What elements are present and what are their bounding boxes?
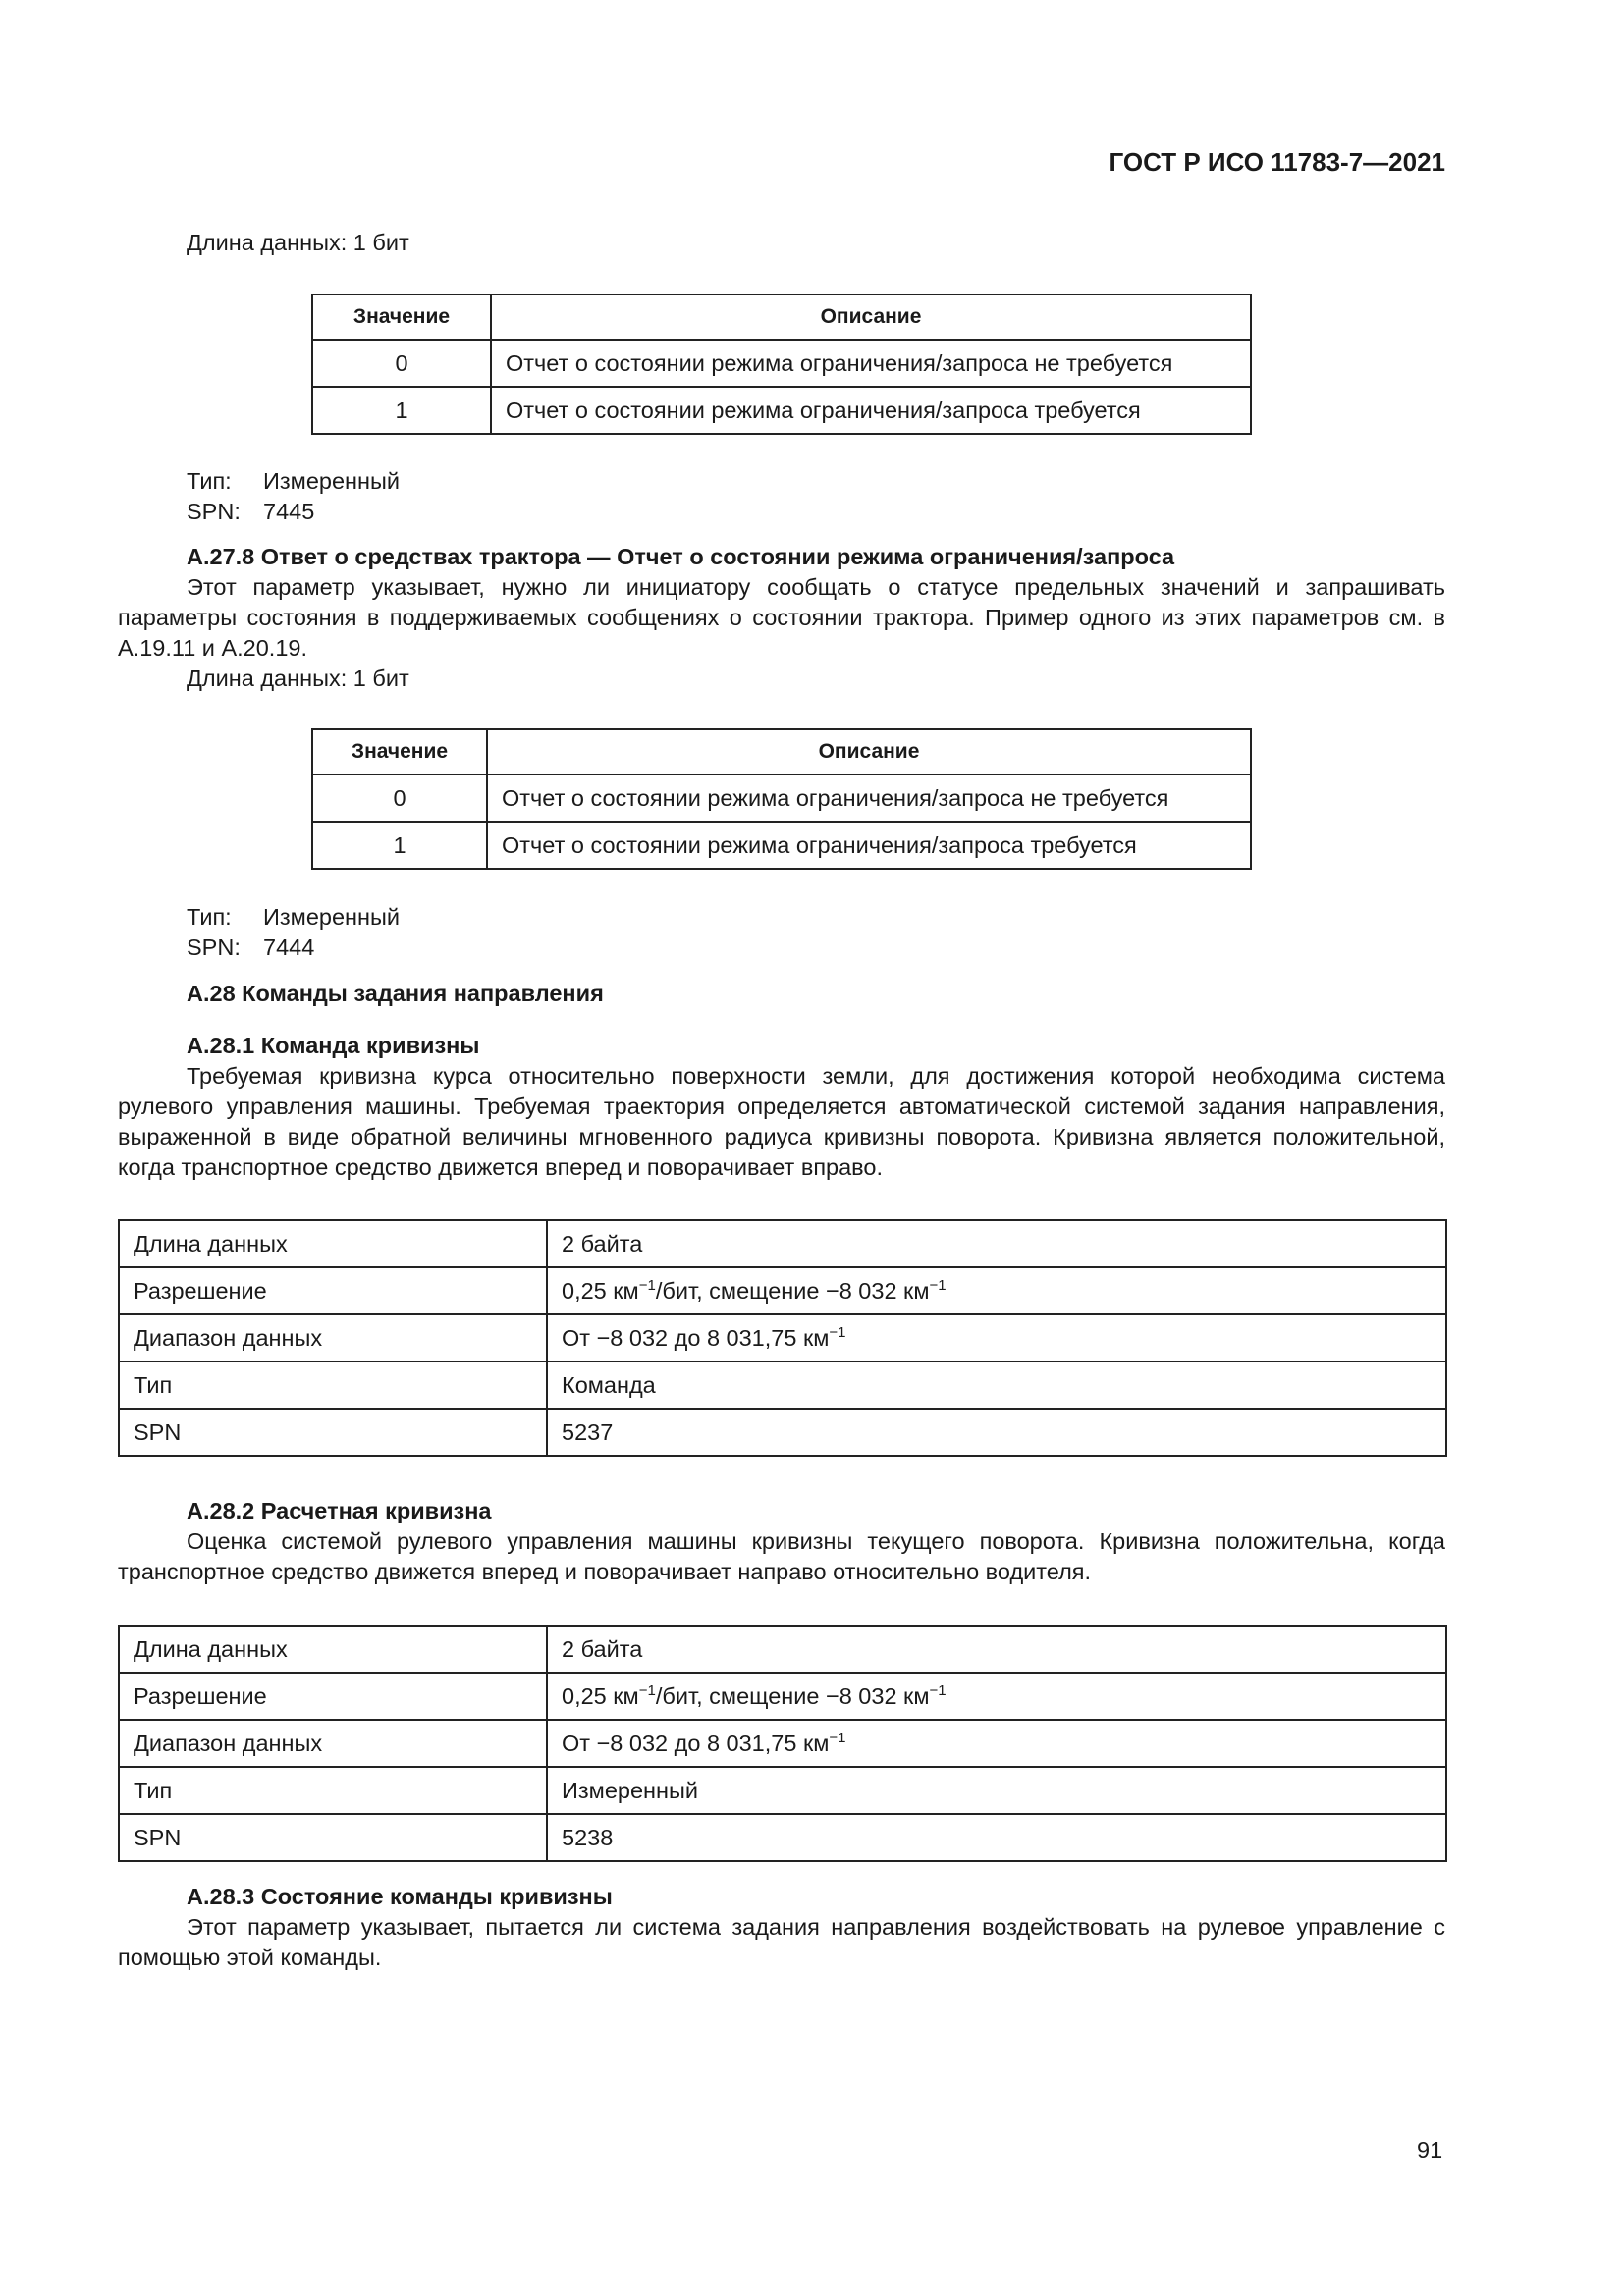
type-label: Тип: <box>187 468 232 494</box>
param-value: 0,25 $км^{-1}$/бит, смещение −8 032 $км^{-1}$ <box>547 1267 1446 1314</box>
param-label: Тип <box>119 1767 547 1814</box>
spn-value: 7444 <box>263 934 315 960</box>
param-label: SPN <box>119 1814 547 1861</box>
param-value: 5238 <box>547 1814 1446 1861</box>
meta-block-2 <box>118 902 1445 963</box>
table-row <box>119 1362 1446 1409</box>
col-header-description: Описание <box>487 729 1251 774</box>
value-table-1 <box>311 294 1252 435</box>
table-row <box>119 1267 1446 1314</box>
table-row <box>312 340 1251 387</box>
param-label: Длина данных <box>119 1220 547 1267</box>
param-value: 0,25 $км^{-1}$/бит, смещение −8 032 $км^{-1}$ <box>547 1673 1446 1720</box>
cell-value: 0 <box>312 774 487 822</box>
type-value: Измеренный <box>263 904 401 930</box>
page-number: 91 <box>1417 2137 1443 2163</box>
param-label: Диапазон данных <box>119 1314 547 1362</box>
param-label: Длина данных <box>119 1626 547 1673</box>
param-value: От −8 032 до 8 031,75 $км^{-1}$ <box>547 1314 1446 1362</box>
param-table-2 <box>118 1625 1447 1862</box>
param-value: От −8 032 до 8 031,75 $км^{-1}$ <box>547 1720 1446 1767</box>
spn-label: SPN: <box>187 499 241 524</box>
col-header-value: Значение <box>312 729 487 774</box>
param-label: Диапазон данных <box>119 1720 547 1767</box>
table-row <box>312 774 1251 822</box>
section-paragraph: Этот параметр указывает, пытается ли система задания направления воздействовать на рулевое управление с помощью этой команды. <box>118 1914 1445 1970</box>
section-paragraph: Требуемая кривизна курса относительно поверхности земли, для достижения которой необходима система рулевого управления машины. Требуемая траектория определяется автоматической системой задания направления, выраженной в виде обратной величины мгновенного радиуса кривизны поворота. Кривизна является положительной, когда транспортное средство движется вперед и поворачивает вправо. <box>118 1063 1445 1180</box>
param-label: Разрешение <box>119 1673 547 1720</box>
section-paragraph: Этот параметр указывает, нужно ли инициатору сообщать о статусе предельных значений и запрашивать параметры состояния в поддерживаемых сообщениях о состоянии трактора. Пример одного из этих параметров см. в А.19.11 и А.20.19. <box>118 574 1445 661</box>
table-row <box>119 1220 1446 1267</box>
cell-description: Отчет о состоянии режима ограничения/запроса не требуется <box>491 340 1251 387</box>
cell-value: 1 <box>312 822 487 869</box>
param-label: SPN <box>119 1409 547 1456</box>
table-header-row <box>312 294 1251 340</box>
document-number: ГОСТ Р ИСО 11783-7—2021 <box>1109 147 1445 177</box>
section-paragraph: Оценка системой рулевого управления машины кривизны текущего поворота. Кривизна положительна, когда транспортное средство движется вперед и поворачивает направо относительно водителя. <box>118 1528 1445 1584</box>
data-length-1: Длина данных: 1 бит <box>187 230 409 255</box>
value-table-2 <box>311 728 1252 870</box>
data-length-2: Длина данных: 1 бит <box>187 666 409 691</box>
table-row <box>312 822 1251 869</box>
cell-description: Отчет о состоянии режима ограничения/запроса требуется <box>487 822 1251 869</box>
table-row <box>119 1720 1446 1767</box>
param-label: Разрешение <box>119 1267 547 1314</box>
section-heading: А.28.3 Состояние команды кривизны <box>187 1884 613 1909</box>
param-value: 2 байта <box>547 1220 1446 1267</box>
table-row <box>119 1673 1446 1720</box>
col-header-description: Описание <box>491 294 1251 340</box>
table-row <box>119 1767 1446 1814</box>
section-heading: А.28.1 Команда кривизны <box>187 1033 480 1058</box>
meta-block-1 <box>118 466 1445 527</box>
param-table-1 <box>118 1219 1447 1457</box>
spn-value: 7445 <box>263 499 315 524</box>
type-value: Измеренный <box>263 468 401 494</box>
cell-value: 1 <box>312 387 491 434</box>
section-heading: А.27.8 Ответ о средствах трактора — Отчет о состоянии режима ограничения/запроса <box>187 544 1175 569</box>
section-heading: А.28.2 Расчетная кривизна <box>187 1498 492 1523</box>
cell-value: 0 <box>312 340 491 387</box>
param-value: Измеренный <box>547 1767 1446 1814</box>
section-a27-8 <box>118 542 1445 694</box>
param-label: Тип <box>119 1362 547 1409</box>
param-value: Команда <box>547 1362 1446 1409</box>
section-a28-2 <box>118 1496 1445 1587</box>
section-a28-1 <box>118 1031 1445 1183</box>
type-label: Тип: <box>187 904 232 930</box>
col-header-value: Значение <box>312 294 491 340</box>
cell-description: Отчет о состоянии режима ограничения/запроса требуется <box>491 387 1251 434</box>
table-row <box>312 387 1251 434</box>
table-row <box>119 1409 1446 1456</box>
spn-label: SPN: <box>187 934 241 960</box>
section-a28-3 <box>118 1882 1445 1973</box>
param-value: 2 байта <box>547 1626 1446 1673</box>
table-header-row <box>312 729 1251 774</box>
table-row <box>119 1626 1446 1673</box>
section-heading: А.28 Команды задания направления <box>187 981 604 1006</box>
cell-description: Отчет о состоянии режима ограничения/запроса не требуется <box>487 774 1251 822</box>
section-a28 <box>118 979 1445 1009</box>
param-value: 5237 <box>547 1409 1446 1456</box>
table-row <box>119 1814 1446 1861</box>
table-row <box>119 1314 1446 1362</box>
